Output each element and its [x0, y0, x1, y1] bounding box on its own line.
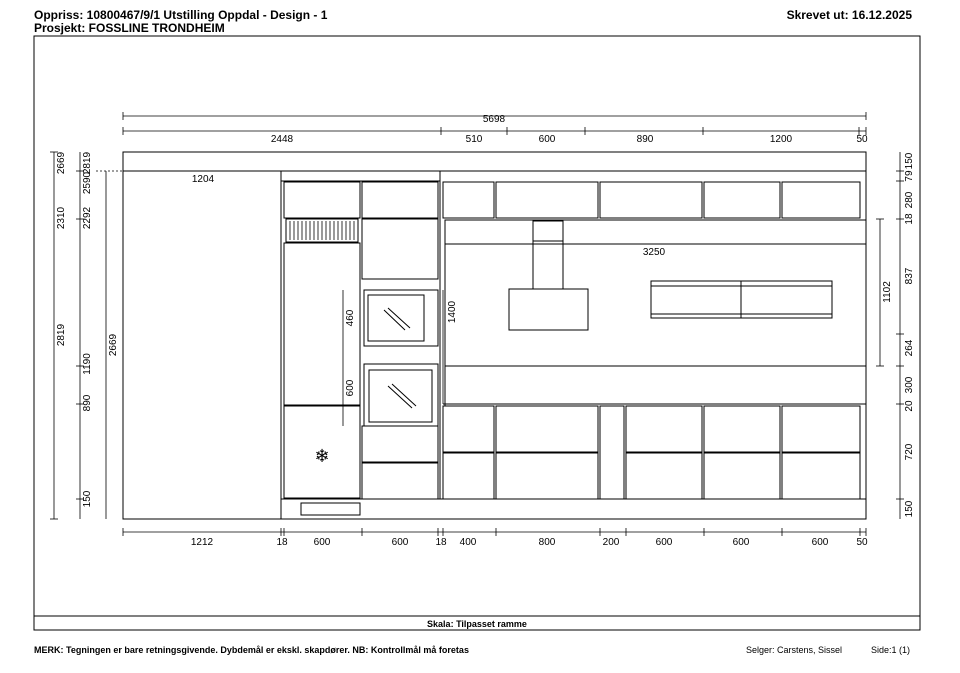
dim-panel: 1204 [191, 174, 215, 185]
dim-left: 2590 [82, 171, 93, 195]
print-date: Skrevet ut: 16.12.2025 [786, 8, 912, 22]
base-drawer [782, 406, 860, 452]
dimension-labels [56, 114, 915, 548]
dim-left: 2819 [56, 323, 67, 347]
dim-right: 837 [904, 267, 915, 285]
dim-top: 2448 [270, 134, 294, 145]
filler [600, 406, 624, 499]
dim-bottom: 18 [276, 537, 288, 548]
dim-right: 79 [904, 170, 915, 182]
dim-left: 1190 [82, 353, 93, 375]
dim-left: 2669 [108, 333, 119, 357]
project-title: Prosjekt: FOSSLINE TRONDHEIM [34, 21, 225, 35]
dim-bottom: 600 [732, 537, 750, 548]
dim-bottom: 50 [856, 537, 868, 548]
dim-bottom: 18 [435, 537, 447, 548]
dim-bottom: 800 [538, 537, 556, 548]
dim-oven-tall: 1400 [447, 300, 458, 324]
dim-bottom: 1212 [190, 537, 214, 548]
dim-top: 510 [465, 134, 483, 145]
dim-top: 890 [636, 134, 654, 145]
dim-bottom: 400 [459, 537, 477, 548]
dimension-lines [50, 112, 904, 536]
dim-right-inner: 1102 [882, 281, 893, 303]
wall-cabinet [284, 182, 360, 218]
dim-left: 2819 [82, 151, 93, 175]
base-drawer [496, 406, 598, 452]
dim-left: 890 [82, 394, 93, 412]
side-panel [123, 171, 281, 519]
dim-right: 150 [904, 500, 915, 518]
base-drawer [626, 453, 702, 499]
plinth-vent [301, 503, 360, 515]
footer-note: MERK: Tegningen er bare retningsgivende. Dybdemål er ekskl. skapdører. NB: Kontrollmål må foretas [34, 645, 469, 655]
dim-right: 20 [904, 400, 915, 412]
wall-cabinet [362, 182, 438, 218]
dim-right: 264 [904, 339, 915, 357]
dim-bottom: 200 [602, 537, 620, 548]
base-drawer [496, 453, 598, 499]
dim-right: 720 [904, 443, 915, 461]
dim-right: 280 [904, 191, 915, 209]
dim-left: 2669 [56, 151, 67, 175]
order-title: Oppriss: 10800467/9/1 Utstilling Oppdal - Design - 1 [34, 8, 328, 22]
dim-oven: 600 [345, 379, 356, 397]
base-drawer [443, 453, 494, 499]
hood-chimney [533, 221, 563, 241]
cabinet-above-oven [362, 219, 438, 279]
snowflake-icon: ❄ [314, 446, 330, 466]
hood [509, 289, 588, 330]
dim-top: 1200 [769, 134, 793, 145]
dim-left: 2292 [82, 206, 93, 230]
dim-wall: 3250 [642, 247, 666, 258]
base-drawer [626, 406, 702, 452]
dim-top: 600 [538, 134, 556, 145]
dim-left: 2310 [56, 206, 67, 230]
dim-right: 150 [904, 152, 915, 170]
drawer [362, 426, 438, 462]
wall-cabinet [443, 182, 494, 218]
microwave [364, 290, 438, 346]
wall-cabinet [496, 182, 598, 218]
oven [364, 364, 438, 426]
drawer [362, 463, 438, 499]
dim-bottom: 600 [811, 537, 829, 548]
dim-left: 150 [82, 490, 93, 508]
dim-bottom: 600 [313, 537, 331, 548]
wall-cabinet [600, 182, 702, 218]
dim-micro: 460 [345, 309, 356, 327]
dim-right: 18 [904, 213, 915, 225]
drawing-frame [34, 36, 920, 616]
page-number: Side:1 (1) [871, 645, 911, 655]
dim-top: 50 [856, 134, 868, 145]
base-drawer [782, 453, 860, 499]
seller: Selger: Carstens, Sissel [746, 645, 843, 655]
base-drawer [704, 453, 780, 499]
dim-total: 5698 [482, 114, 506, 125]
wall-cabinet [704, 182, 780, 218]
wall-cabinet [782, 182, 860, 218]
base-drawer [704, 406, 780, 452]
dim-bottom: 600 [655, 537, 673, 548]
kitchen-elevation [123, 152, 866, 519]
dim-bottom: 600 [391, 537, 409, 548]
base-drawer [443, 406, 494, 452]
scale-label: Skala: Tilpasset ramme [427, 619, 527, 629]
dim-right: 300 [904, 376, 915, 394]
